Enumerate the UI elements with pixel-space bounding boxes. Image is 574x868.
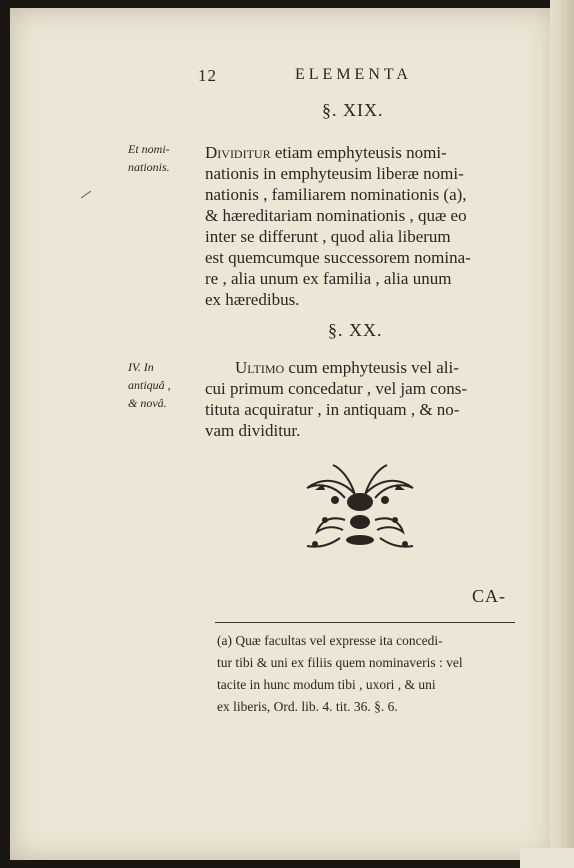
margin-note-line: & novâ. [128, 396, 167, 410]
next-page-edge [550, 0, 574, 868]
margin-note-line: IV. In [128, 360, 154, 374]
text-line: cui primum concedatur , vel jam cons- [205, 379, 467, 398]
margin-note-xix [128, 140, 170, 176]
margin-note-line: Et nomi- [128, 142, 170, 156]
text-line: ex hæredibus. [205, 290, 300, 309]
margin-note-line: nationis. [128, 160, 170, 174]
section-heading-xx: §. XX. [328, 320, 383, 340]
section-heading-xix: §. XIX. [322, 100, 384, 120]
pencil-mark [81, 191, 91, 199]
drop-word: Dividitur [205, 143, 271, 162]
text-line: & hæreditariam nominationis , quæ eo [205, 206, 467, 225]
drop-word: Ultimo [235, 358, 285, 377]
footnote-line: (a) Quæ facultas vel expresse ita concedi- [217, 633, 443, 648]
footnote [217, 630, 463, 718]
book-page [10, 8, 554, 860]
text-line: nationis in emphyteusim liberæ nomi- [205, 164, 464, 183]
text-line: cum emphyteusis vel ali- [284, 358, 459, 377]
footnote-line: tacite in hunc modum tibi , uxori , & uni [217, 677, 436, 692]
text-line: tituta acquiratur , in antiquam , & no- [205, 400, 460, 419]
text-line: etiam emphyteusis nomi- [270, 143, 447, 162]
text-line: vam dividitur. [205, 421, 301, 440]
paper-corner [520, 848, 574, 868]
page-number: 12 [198, 66, 217, 85]
text-line: inter se differunt , quod alia liberum [205, 227, 451, 246]
text-line: nationis , familiarem nominationis (a), [205, 185, 467, 204]
text-line: est quemcumque successorem nomina- [205, 248, 471, 267]
margin-note-line: antiquâ , [128, 378, 171, 392]
margin-note-xx [128, 358, 171, 412]
catchword: CA- [472, 586, 506, 606]
footnote-line: ex liberis, Ord. lib. 4. tit. 36. §. 6. [217, 699, 398, 714]
floral-ornament-icon [295, 460, 425, 555]
footnote-line: tur tibi & uni ex filiis quem nominaveris : vel [217, 655, 463, 670]
running-head: ELEMENTA [295, 66, 412, 83]
text-line: re , alia unum ex familia , alia unum [205, 269, 452, 288]
footnote-rule [215, 622, 515, 623]
